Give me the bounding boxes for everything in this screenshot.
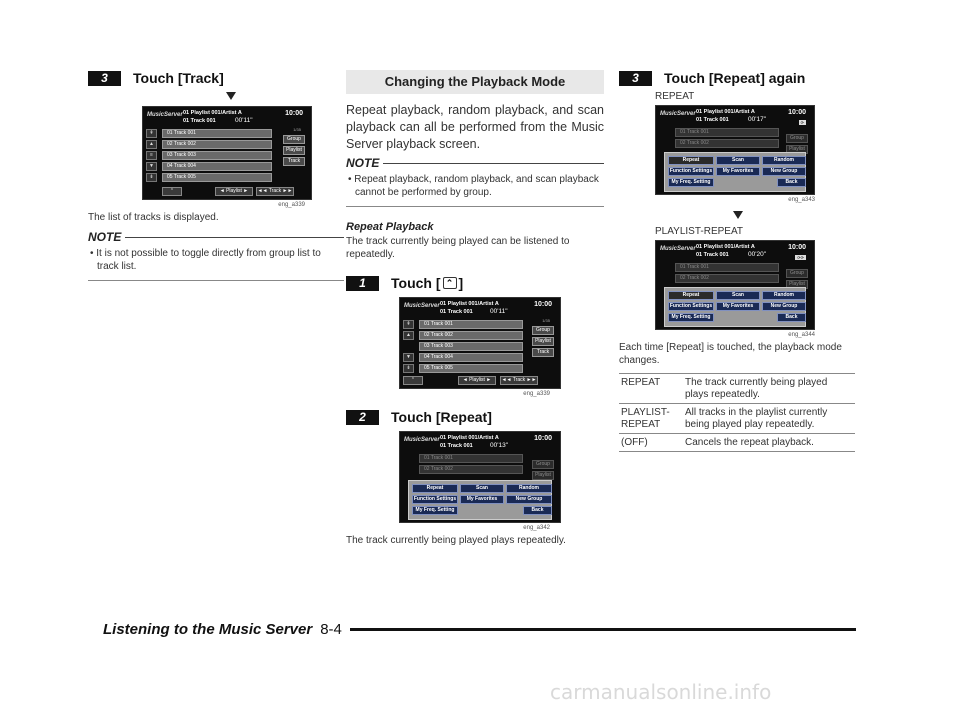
table-row (619, 434, 855, 452)
scroll-down-button[interactable]: ▼ (146, 162, 157, 171)
track-button[interactable]: Track (532, 348, 554, 357)
music-server-logo: MusicServer (660, 111, 696, 117)
playlist-header: 01 Playlist 001/Artist A (440, 435, 499, 441)
mode-label-playlist-repeat: PLAYLIST-REPEAT (655, 226, 743, 237)
step-label: Touch [Repeat] (391, 409, 492, 425)
my-favorites-button[interactable]: My Favorites (716, 167, 760, 176)
arrow-down-icon (733, 211, 743, 219)
back-button[interactable]: Back (777, 178, 806, 187)
note-label: NOTE (88, 230, 122, 244)
track-header: 01 Track 001 (696, 252, 729, 258)
music-server-logo: MusicServer (660, 246, 696, 252)
note-divider (346, 206, 604, 207)
mode-desc: Cancels the repeat playback. (683, 434, 855, 452)
repeat-screen (655, 105, 815, 195)
image-caption: eng_a339 (278, 202, 305, 208)
page-number: 8-4 (320, 621, 342, 638)
scroll-bottom-button[interactable]: ⇟ (146, 173, 157, 182)
subsection-desc: The track currently being played can be listened to repeatedly. (346, 236, 570, 260)
step-label: Touch [Repeat] again (664, 70, 806, 86)
mode-menu-panel (664, 287, 806, 327)
scroll-bottom-button[interactable]: ⇟ (403, 364, 414, 373)
group-button: Group (532, 460, 554, 469)
music-server-logo: MusicServer (404, 303, 440, 309)
watermark: carmanualsonline.info (550, 680, 772, 704)
playlist-button[interactable]: Playlist (532, 337, 554, 346)
step-3-again-heading (619, 70, 858, 86)
track-row[interactable]: 05 Track 005 (419, 364, 523, 373)
step-number: 3 (619, 71, 652, 86)
my-favorites-button[interactable]: My Favorites (716, 302, 760, 311)
track-nav-button[interactable]: ◄◄ Track ►► (501, 377, 537, 383)
elapsed-time: 00'20" (748, 251, 767, 258)
footer-title: Listening to the Music Server (103, 621, 313, 638)
new-group-button[interactable]: New Group (506, 495, 552, 504)
mode-desc: The track currently being played plays repeatedly. (683, 374, 855, 404)
track-row: 02 Track 002 (419, 465, 523, 474)
track-row[interactable]: 05 Track 005 (162, 173, 272, 182)
page-footer (103, 621, 856, 638)
my-freq-setting-button[interactable]: My Freq. Setting (412, 506, 458, 515)
function-settings-button[interactable]: Function Settings (669, 303, 713, 309)
repeat-button[interactable]: Repeat (668, 291, 714, 300)
back-button[interactable]: Back (523, 506, 552, 515)
elapsed-time: 00'11" (235, 117, 253, 124)
note-rule (125, 237, 344, 238)
lead-paragraph: Repeat playback, random playback, and scan playback can all be performed from the Music Server playback screen. (346, 103, 604, 151)
playlist-nav-button[interactable]: ◄ Playlist ► (458, 376, 496, 385)
scroll-top-button[interactable]: ⇞ (146, 129, 157, 138)
image-caption: eng_a343 (788, 197, 815, 203)
step-label: Touch [Track] (133, 70, 224, 86)
note-divider (88, 280, 344, 281)
footer-rule (350, 628, 856, 631)
image-caption: eng_a344 (788, 332, 815, 338)
elapsed-time: 00'13" (490, 442, 509, 449)
step-label-end: ] (458, 275, 464, 291)
scroll-up-button[interactable]: ▲ (146, 140, 157, 149)
note-label: NOTE (346, 156, 380, 170)
note-heading (88, 230, 344, 244)
page-indicator: 1/35 (293, 127, 301, 132)
new-group-button[interactable]: New Group (762, 167, 806, 176)
my-favorites-button[interactable]: My Favorites (460, 495, 504, 504)
function-settings-button[interactable]: Function Settings (413, 496, 457, 502)
music-server-logo: MusicServer (147, 112, 183, 118)
playlist-repeat-screen (655, 240, 815, 330)
repeat-button[interactable]: Repeat (412, 484, 458, 493)
subsection-title: Repeat Playback (346, 221, 434, 233)
function-settings-button[interactable]: Function Settings (669, 168, 713, 174)
track-row: 01 Track 001 (419, 454, 523, 463)
scan-button[interactable]: Scan (716, 291, 760, 300)
group-button: Group (786, 134, 808, 143)
music-server-logo: MusicServer (404, 437, 440, 443)
random-button[interactable]: Random (762, 291, 806, 300)
menu-screen (399, 431, 561, 523)
repeat-indicator-icon: ⟳ (800, 120, 804, 125)
playlist-button: Playlist (786, 280, 808, 289)
scroll-up-button[interactable]: ▲ (403, 331, 414, 340)
track-header: 01 Track 001 (183, 118, 216, 124)
track-row[interactable]: 02 Track 002 (162, 140, 272, 149)
scroll-mid-button[interactable]: ≡ (146, 151, 157, 160)
group-button[interactable]: Group (532, 326, 554, 335)
my-freq-setting-button[interactable]: My Freq. Setting (668, 178, 714, 187)
note-item: • It is not possible to toggle directly from group list to track list. (90, 248, 321, 272)
mode-description: Each time [Repeat] is touched, the playback mode changes. (619, 342, 842, 366)
track-list-screen (142, 106, 312, 200)
playlist-button[interactable]: Playlist (283, 146, 305, 155)
random-button[interactable]: Random (506, 484, 552, 493)
clock: 10:00 (788, 109, 806, 116)
track-row: 02 Track 002 (675, 139, 779, 148)
new-group-button[interactable]: New Group (762, 302, 806, 311)
track-row: 01 Track 001 (675, 263, 779, 272)
playlist-header: 01 Playlist 001/Artist A (440, 301, 499, 307)
playlist-nav-button[interactable]: ◄ Playlist ► (215, 187, 253, 196)
back-button[interactable]: Back (777, 313, 806, 322)
step-1-heading (346, 275, 604, 291)
playlist-button: Playlist (786, 145, 808, 154)
playback-screen (399, 297, 561, 389)
column-left (88, 70, 344, 281)
playlist-header: 01 Playlist 001/Artist A (183, 110, 242, 116)
clock: 10:00 (788, 244, 806, 251)
track-row[interactable]: 01 Track 001 (419, 320, 523, 329)
step2-description: The track currently being played plays repeatedly. (346, 535, 566, 546)
step-2-heading (346, 409, 604, 425)
page-indicator: 1/35 (542, 318, 550, 323)
track-row: 01 Track 001 (675, 128, 779, 137)
my-freq-setting-button[interactable]: My Freq. Setting (668, 313, 714, 322)
step-number: 2 (346, 410, 379, 425)
arrow-down-icon (226, 92, 236, 100)
mode-table (619, 373, 855, 452)
clock: 10:00 (534, 301, 552, 308)
scan-button[interactable]: Scan (460, 484, 504, 493)
clock: 10:00 (285, 110, 303, 117)
scroll-top-button[interactable]: ⇞ (403, 320, 414, 329)
track-row[interactable]: 03 Track 003 (162, 151, 272, 160)
track-button[interactable]: Track (283, 157, 305, 166)
step-3-heading (88, 70, 344, 86)
mode-menu-panel (408, 480, 552, 520)
random-button[interactable]: Random (762, 156, 806, 165)
playlist-header: 01 Playlist 001/Artist A (696, 109, 755, 115)
section-banner: Changing the Playback Mode (346, 70, 604, 94)
scroll-down-button[interactable]: ▼ (403, 353, 414, 362)
chevron-up-icon: ⌃ (443, 277, 457, 289)
group-button[interactable]: Group (283, 135, 305, 144)
table-row (619, 404, 855, 434)
track-row[interactable]: 02 Track 002 (419, 331, 523, 340)
playlist-repeat-indicator-icon: ⟳⟳ (797, 255, 804, 260)
track-header: 01 Track 001 (440, 443, 473, 449)
image-caption: eng_a342 (523, 525, 550, 531)
mode-desc: All tracks in the playlist currently being played play repeatedly. (683, 404, 855, 434)
track-row: 02 Track 002 (675, 274, 779, 283)
menu-up-button[interactable]: ⌃ (403, 376, 423, 385)
track-row[interactable]: 04 Track 004 (162, 162, 272, 171)
elapsed-time: 00'17" (748, 116, 767, 123)
note-rule (383, 163, 604, 164)
mode-label-repeat: REPEAT (655, 91, 695, 102)
mode-name: REPEAT (619, 374, 683, 404)
column-right (619, 70, 858, 452)
playlist-button: Playlist (532, 471, 554, 480)
elapsed-time: 00'11" (490, 308, 508, 315)
track-header: 01 Track 001 (696, 117, 729, 123)
mode-name: (OFF) (619, 434, 683, 452)
description: The list of tracks is displayed. (88, 212, 219, 223)
column-middle (346, 70, 604, 547)
playlist-header: 01 Playlist 001/Artist A (696, 244, 755, 250)
mode-name: PLAYLIST-REPEAT (619, 404, 683, 434)
group-button: Group (786, 269, 808, 278)
clock: 10:00 (534, 435, 552, 442)
track-header: 01 Track 001 (440, 309, 473, 315)
track-nav-button[interactable]: ◄◄ Track ►► (257, 188, 293, 194)
mode-menu-panel (664, 152, 806, 192)
menu-up-button[interactable]: ⌃ (162, 187, 182, 196)
step-label: Touch [ (391, 275, 441, 291)
step-number: 3 (88, 71, 121, 86)
repeat-button[interactable]: Repeat (668, 156, 714, 165)
track-row[interactable]: 04 Track 004 (419, 353, 523, 362)
scan-button[interactable]: Scan (716, 156, 760, 165)
track-row[interactable]: 01 Track 001 (162, 129, 272, 138)
note-item: • Repeat playback, random playback, and scan playback cannot be performed by group. (348, 174, 599, 198)
step-number: 1 (346, 276, 379, 291)
table-row (619, 374, 855, 404)
image-caption: eng_a339 (523, 391, 550, 397)
track-row[interactable]: 03 Track 003 (419, 342, 523, 351)
note-heading (346, 156, 604, 170)
